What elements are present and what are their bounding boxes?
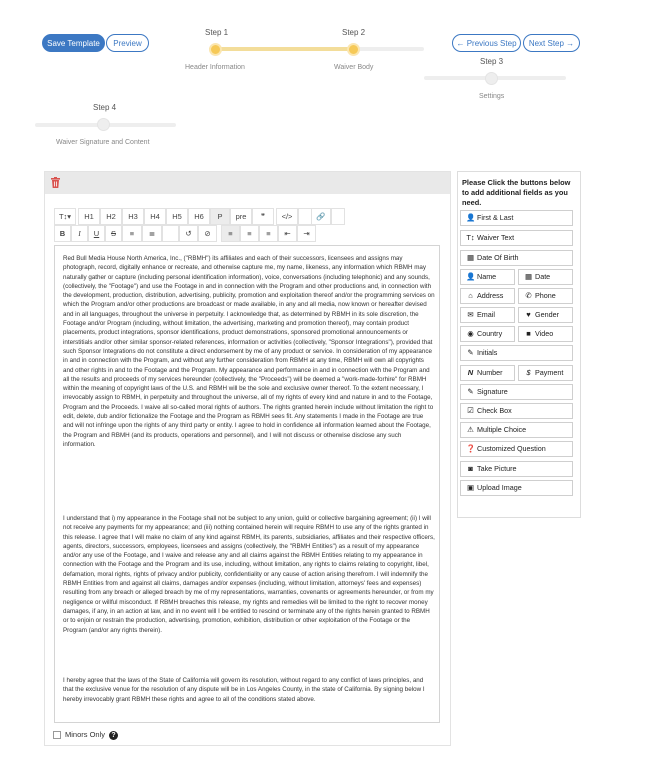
signature-field-button[interactable] <box>460 384 573 400</box>
step-1-marker[interactable] <box>209 43 222 56</box>
heading-3-button[interactable]: H3 <box>122 208 144 225</box>
waiver-text-editor[interactable] <box>54 245 440 723</box>
heading-5-button[interactable]: H5 <box>166 208 188 225</box>
calendar-icon: ▦ <box>524 272 533 281</box>
first-last-field-button[interactable] <box>460 210 573 226</box>
waiver-text-field-button[interactable] <box>460 230 573 246</box>
help-icon[interactable]: ? <box>109 731 118 740</box>
video-camera-icon: ■ <box>526 329 531 338</box>
step-4-subtitle: Waiver Signature and Content <box>56 139 150 146</box>
calendar-icon: ▦ <box>466 253 475 262</box>
number-field-button[interactable] <box>460 365 515 381</box>
waiver-paragraph-2: I understand that i) my appearance in the Footage shall not be subject to any union, guild or collective bargaining agreement; (ii) I will not receive any payments for my appearance; and (iii) nothing contained herein will require RBMH to use any of the rights granted in this release. I agree that I will make no claim of any kind against RBMH, its parents, subsidiaries, affiliates and their respective officers, agents, directors, successors, employees, licensees and assigns (collectively, the "RBMH Entities") as a result of my appearance and/or any use of the Footage, and I waive and release any and all claims against the RBMH Entities relating to my appearance in connection with the Footage and the Program and its use, including, without limitation, any rights to claims relating to copyright, libel, defamation, moral rights, rights of privacy and/or publicity, confidentiality or any cause of action arising therefrom. I will indemnify the RBMH Entities from and against all claims, damages and/or expenses (including, without limitation, attorneys' fees and expenses) resulting from any breach or alleged breach by me of my representations, warranties, covenants or agreements hereunder, or from my negligence or willful misconduct. If RBMH breaches this release, my rights and remedies will be limited to the right to recover money damages, if any, in an action at law, and in no event will I be entitled to rescind or terminate any of the rights herein granted to RBMH or to enjoin or restrain the production, advertising, promotion, exhibition, distribution or other exploitation of the Footage or the Program (and/or any rights therein). <box>63 515 435 634</box>
clear-format-icon[interactable]: ⊘ <box>198 225 217 242</box>
heading-2-button[interactable]: H2 <box>100 208 122 225</box>
align-center-icon[interactable]: ≡ <box>240 225 259 242</box>
name-field-button[interactable] <box>460 269 515 285</box>
check-square-icon: ☑ <box>467 406 474 415</box>
waiver-paragraph-3: I hereby agree that the laws of the State of California will govern its resolution, without regard to any conflict of laws principles, and that the exclusive venue for the resolution of any dispute will be in Los Angeles County, in the state of California. By signing below I hereby irrevocably grant RBMH these rights and agree to all of the conditions stated above. <box>63 677 425 703</box>
gender-label: Gender <box>535 310 559 319</box>
step-1-track <box>209 47 352 51</box>
date-of-birth-field-button[interactable] <box>460 250 573 266</box>
add-fields-title: Please Click the buttons below to add additional fields as you need. <box>462 178 571 207</box>
add-fields-panel <box>457 171 581 518</box>
signature-label: Signature <box>477 387 508 396</box>
take-picture-label: Take Picture <box>477 464 517 473</box>
step-3-title: Step 3 <box>480 57 504 66</box>
video-field-button[interactable] <box>518 326 573 342</box>
name-label: Name <box>477 272 497 281</box>
minors-only-row <box>53 730 118 740</box>
initials-field-button[interactable] <box>460 345 573 361</box>
align-right-icon[interactable]: ≡ <box>259 225 278 242</box>
minors-only-label: Minors Only <box>65 730 106 739</box>
phone-field-button[interactable] <box>518 288 573 304</box>
warning-triangle-icon: ⚠ <box>467 425 474 434</box>
number-icon: N <box>467 368 474 377</box>
gender-field-button[interactable] <box>518 307 573 323</box>
payment-label: Payment <box>535 368 564 377</box>
heading-6-button[interactable]: H6 <box>188 208 210 225</box>
toolbar-spacer <box>331 208 345 225</box>
align-left-icon[interactable]: ≡ <box>221 225 240 242</box>
phone-icon: ✆ <box>525 291 532 300</box>
step-4-marker[interactable] <box>97 118 110 131</box>
date-field-button[interactable] <box>518 269 573 285</box>
number-label: Number <box>477 368 503 377</box>
editor-header <box>45 172 450 194</box>
email-field-button[interactable] <box>460 307 515 323</box>
date-label: Date <box>535 272 551 281</box>
minors-only-checkbox[interactable] <box>53 731 61 739</box>
address-field-button[interactable] <box>460 288 515 304</box>
step-1-title: Step 1 <box>205 28 229 37</box>
upload-image-label: Upload Image <box>477 483 522 492</box>
user-icon: 👤 <box>466 213 476 222</box>
customized-question-field-button[interactable] <box>460 441 573 457</box>
undo-icon[interactable]: ↺ <box>179 225 198 242</box>
customized-question-label: Customized Question <box>477 444 546 453</box>
user-icon: 👤 <box>466 272 476 281</box>
pen-icon: ✎ <box>467 387 474 396</box>
trash-icon[interactable] <box>51 177 60 188</box>
code-view-icon[interactable]: </> <box>276 208 298 225</box>
country-label: Country <box>477 329 503 338</box>
question-circle-icon: ❓ <box>466 444 476 453</box>
video-label: Video <box>535 329 554 338</box>
image-icon: ▣ <box>466 483 475 492</box>
indent-icon[interactable]: ⇥ <box>297 225 316 242</box>
save-template-button[interactable]: Save Template <box>42 34 105 52</box>
envelope-icon: ✉ <box>467 310 474 319</box>
numbered-list-icon[interactable]: ≣ <box>142 225 162 242</box>
step-1-subtitle: Header Information <box>185 64 245 71</box>
waiver-paragraph-1: Red Bull Media House North America, Inc., ("RBMH") its affiliates and each of their successors, licensees and assigns may photograph, record, digitally enhance or recreate, and otherwise capture me, my name, likeness, any information which RBMH may naturally gather or capture (including personal identification information), voice, conversations (including telephonic) and any sounds, (collectively, the "Footage") and use the Footage in and in connection with the Program and other productions and, in connection with the development, production, distribution, advertising, publicity, promotion and exploitation thereof and/or the programming services on which the Program and/or other productions are broadcast or made available, in any and all media, now known or hereafter devised and in all languages, throughout the universe in perpetuity. I acknowledge that, as determined by RBMH in its sole discretion, the Footage and/or Program (including, without limitation, the advertising, marketing and promotion thereof), may contain product placements, product integrations, sponsor identifications, product demonstrations, sponsored promotional announcements or interstitials and/or other similar sponsor-related references, information or activities (collectively, "Sponsor Integrations"), provided that such Sponsor Integrations do not constitute a direct endorsement by me of any product or service. In consideration of my appearance in and in connection with the Program, and without any further consideration from RBMH at any time, RBMH will own all copyrights and other rights in and to the Footage and the Program. My appearance and performance in and in connection with the Program and all the results and proceeds of my services hereunder (collectively, the "Proceeds") will be deemed a "work-made-forhire" for RBMH within the meaning of copyright laws of the U.S. and RBMH will be the sole and exclusive owner thereof. To the extent necessary, I irrevocably assign to RBMH, in perpetuity and throughout the universe, all of my rights of every kind and nature in and to the Footage, Program and the Proceeds. I waive all so-called moral rights of authors. The rights granted herein include without limitation the right to edit, delete, dub and/or fictionalize the Footage and the Program as RBMH sees fit. Any statements I made in the Footage are true and will not infringe upon the rights of any third party or entity. I agree to hold in confidence all information learned about the Footage, the Program and RBMH (and its products, operations and personnel), and I will not discuss or otherwise disclose any such information. <box>63 255 435 448</box>
bold-icon[interactable]: B <box>54 225 71 242</box>
dollar-icon: $ <box>526 368 531 377</box>
outdent-icon[interactable]: ⇤ <box>278 225 297 242</box>
step-4-title: Step 4 <box>93 103 117 112</box>
text-height-icon: T↕ <box>466 233 475 242</box>
payment-field-button[interactable] <box>518 365 573 381</box>
step-2-title: Step 2 <box>342 28 366 37</box>
check-box-field-button[interactable] <box>460 403 573 419</box>
paragraph-button[interactable]: P <box>210 208 230 225</box>
check-box-label: Check Box <box>477 406 512 415</box>
date-of-birth-label: Date Of Birth <box>477 253 519 262</box>
address-label: Address <box>477 291 504 300</box>
next-step-button[interactable]: Next Step → <box>523 34 580 52</box>
waiver-editor-panel <box>44 171 451 746</box>
multiple-choice-label: Multiple Choice <box>477 425 527 434</box>
preformatted-button[interactable]: pre <box>230 208 252 225</box>
bullet-list-icon[interactable]: ≡ <box>122 225 142 242</box>
heading-1-button[interactable]: H1 <box>78 208 100 225</box>
first-last-label: First & Last <box>477 213 514 222</box>
home-icon: ⌂ <box>468 291 473 300</box>
waiver-text-label: Waiver Text <box>477 233 515 242</box>
multiple-choice-field-button[interactable] <box>460 422 573 438</box>
pen-icon: ✎ <box>467 348 474 357</box>
underline-icon[interactable]: U <box>88 225 105 242</box>
heading-4-button[interactable]: H4 <box>144 208 166 225</box>
preview-button[interactable]: Preview <box>106 34 149 52</box>
step-3-subtitle: Settings <box>479 93 505 100</box>
step-2-subtitle: Waiver Body <box>334 64 374 71</box>
link-icon[interactable]: 🔗 <box>311 208 331 225</box>
italic-icon[interactable]: I <box>71 225 88 242</box>
quote-icon[interactable]: ❞ <box>252 208 274 225</box>
toolbar-spacer <box>162 225 179 242</box>
email-label: Email <box>477 310 495 319</box>
country-field-button[interactable] <box>460 326 515 342</box>
step-2-track <box>352 47 424 51</box>
initials-label: Initials <box>477 348 498 357</box>
take-picture-field-button[interactable] <box>460 461 573 477</box>
phone-label: Phone <box>535 291 556 300</box>
text-size-icon[interactable]: T↕▾ <box>54 208 76 225</box>
previous-step-button[interactable]: ← Previous Step <box>452 34 521 52</box>
heart-icon: ♥ <box>526 310 531 319</box>
camera-icon: ◙ <box>468 464 473 473</box>
step-3-marker[interactable] <box>485 72 498 85</box>
step-2-marker[interactable] <box>347 43 360 56</box>
strikethrough-icon[interactable]: S <box>105 225 122 242</box>
upload-image-field-button[interactable] <box>460 480 573 496</box>
globe-icon: ◉ <box>467 329 474 338</box>
